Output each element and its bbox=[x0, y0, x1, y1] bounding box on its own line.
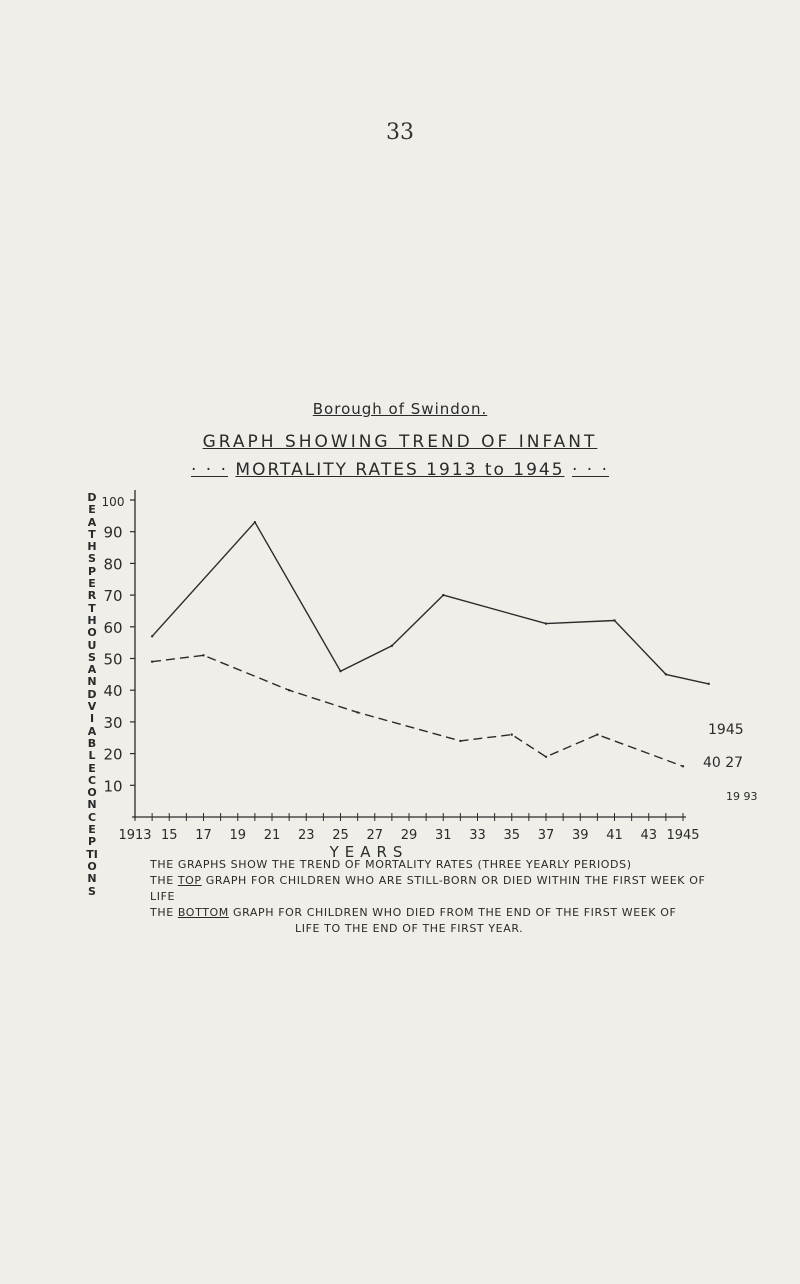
series-line-bottom-first-year bbox=[152, 655, 683, 766]
y-tick-label: 40 bbox=[103, 682, 123, 701]
x-tick-label: 29 bbox=[400, 828, 418, 843]
data-point-bottom bbox=[151, 660, 153, 662]
x-tick-label: 1945 bbox=[666, 828, 700, 843]
y-tick-label: 100 bbox=[101, 495, 125, 509]
y-tick-label: 60 bbox=[103, 618, 123, 637]
caption-line-4: LIFE TO THE END OF THE FIRST YEAR. bbox=[295, 922, 524, 935]
caption-line-2-post: GRAPH FOR CHILDREN WHO ARE STILL-BORN OR DIED WITHIN THE FIRST WEEK OF LIFE bbox=[150, 874, 706, 903]
graph-title: GRAPH SHOWING TREND OF INFANT bbox=[202, 432, 598, 452]
x-tick-label: 37 bbox=[537, 828, 555, 843]
data-point-bottom bbox=[511, 733, 513, 735]
series-line-top-stillborn-first-week bbox=[152, 522, 709, 684]
x-tick-label: 17 bbox=[195, 828, 212, 843]
caption-line-3-pre: THE bbox=[150, 906, 174, 919]
x-tick-label: 33 bbox=[469, 828, 486, 843]
data-point-top bbox=[254, 521, 256, 523]
y-tick-label: 90 bbox=[103, 523, 123, 542]
data-point-bottom bbox=[288, 689, 290, 691]
y-tick-label: 10 bbox=[103, 777, 123, 796]
caption-line-3 bbox=[150, 905, 710, 921]
y-tick-label: 80 bbox=[103, 555, 123, 574]
caption bbox=[150, 857, 710, 937]
data-point-bottom bbox=[459, 740, 461, 742]
x-tick-label: 15 bbox=[160, 828, 178, 843]
data-point-top bbox=[151, 635, 153, 637]
x-tick-label: 25 bbox=[332, 828, 349, 843]
subtitle-dots-right: · · · bbox=[571, 460, 609, 480]
x-axis-title: YEARS bbox=[329, 843, 409, 860]
x-tick-label: 43 bbox=[640, 828, 658, 843]
data-point-top bbox=[665, 673, 667, 675]
x-tick-label: 21 bbox=[263, 828, 281, 843]
x-tick-label: 1913 bbox=[118, 828, 152, 843]
subtitle-main: MORTALITY RATES 1913 to 1945 bbox=[235, 460, 565, 480]
data-point-top bbox=[707, 683, 709, 685]
annotation-label: 19 93 bbox=[726, 790, 758, 803]
page-number: 33 bbox=[386, 120, 414, 145]
x-tick-label: 27 bbox=[366, 828, 384, 843]
data-point-bottom bbox=[596, 733, 598, 735]
x-tick-label: 23 bbox=[297, 828, 315, 843]
caption-bottom-word: BOTTOM bbox=[177, 906, 229, 919]
x-tick-label: 35 bbox=[503, 828, 521, 843]
borough-title-text: Borough of Swindon. bbox=[312, 400, 488, 418]
caption-line-2 bbox=[150, 873, 710, 905]
x-tick-label: 31 bbox=[434, 828, 452, 843]
data-point-top bbox=[442, 594, 444, 596]
data-point-top bbox=[613, 619, 615, 621]
subtitle-dots-left: · · · bbox=[190, 460, 229, 480]
caption-line-2-pre: THE bbox=[150, 874, 174, 887]
caption-top-word: TOP bbox=[177, 874, 202, 887]
data-point-bottom bbox=[356, 711, 358, 713]
caption-line-3-post: GRAPH FOR CHILDREN WHO DIED FROM THE END OF THE FIRST WEEK OF bbox=[232, 906, 677, 919]
annotation-label: 40 27 bbox=[703, 755, 744, 771]
y-axis-label: DEATHS PER THOUSAND VIABLE CONCEPTIONS bbox=[86, 491, 98, 898]
data-point-bottom bbox=[545, 756, 547, 758]
data-point-top bbox=[545, 622, 547, 624]
caption-line-1: THE GRAPHS SHOW THE TREND OF MORTALITY RATES (THREE YEARLY PERIODS) bbox=[150, 858, 632, 871]
x-tick-label: 19 bbox=[229, 828, 247, 843]
x-tick-label: 41 bbox=[606, 828, 623, 843]
y-tick-label: 50 bbox=[103, 650, 123, 669]
data-point-top bbox=[391, 645, 393, 647]
y-tick-label: 30 bbox=[103, 713, 123, 732]
y-tick-label: 20 bbox=[103, 745, 123, 764]
annotation-label: 1945 bbox=[708, 722, 744, 738]
data-point-bottom bbox=[202, 654, 204, 656]
data-point-bottom bbox=[682, 765, 684, 767]
y-tick-label: 70 bbox=[103, 587, 123, 606]
data-point-top bbox=[339, 670, 341, 672]
x-tick-label: 39 bbox=[571, 828, 589, 843]
